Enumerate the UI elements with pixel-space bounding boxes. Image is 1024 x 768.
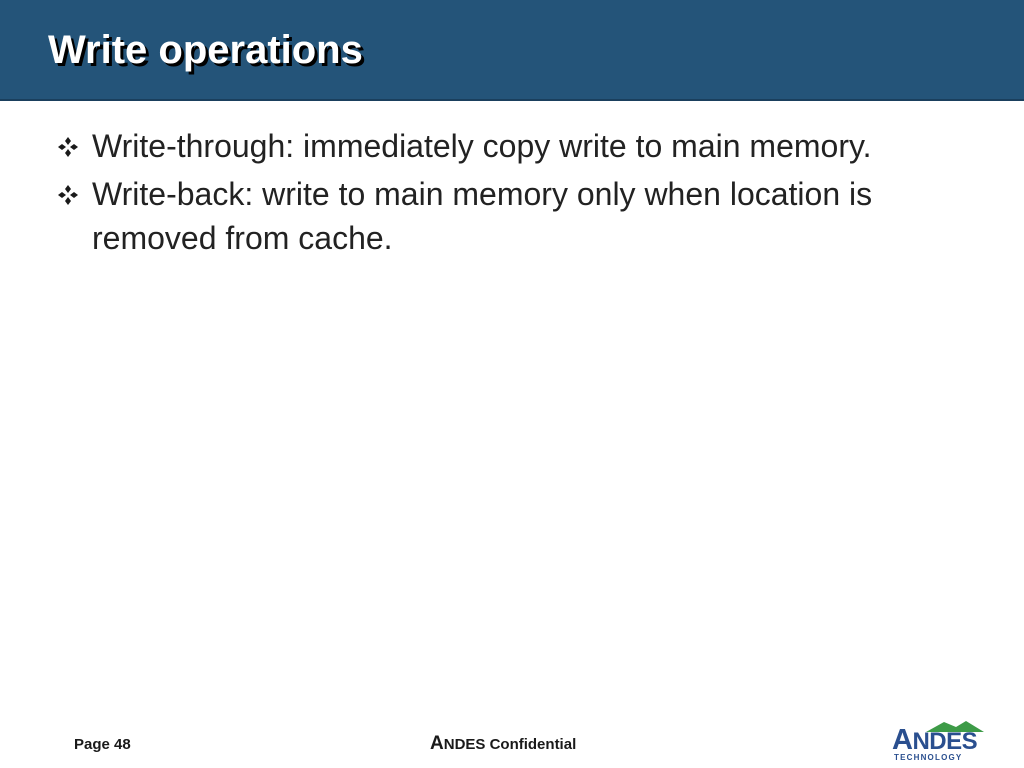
andes-logo [888,718,988,764]
bullet-list [56,124,976,264]
confidential-initial: A [430,733,444,754]
logo-initial: A [892,724,913,756]
page-number: Page 48 [74,736,131,753]
logo-tagline: TECHNOLOGY [894,753,963,762]
title-bar [0,0,1024,101]
diamond-bullet-icon [56,135,80,159]
bullet-text: Write-back: write to main memory only when location is removed from cache. [92,176,873,256]
confidential-text: NDES Confidential [443,736,577,753]
bullet-item-write-back [56,172,976,260]
logo-wordmark [892,724,978,756]
slide-title: Write operations [48,28,363,72]
logo-word-rest: NDES [912,728,978,755]
diamond-bullet-icon [56,183,80,207]
bullet-item-write-through [56,124,976,168]
bullet-text: Write-through: immediately copy write to main memory. [92,128,872,164]
confidential-notice [430,733,576,755]
